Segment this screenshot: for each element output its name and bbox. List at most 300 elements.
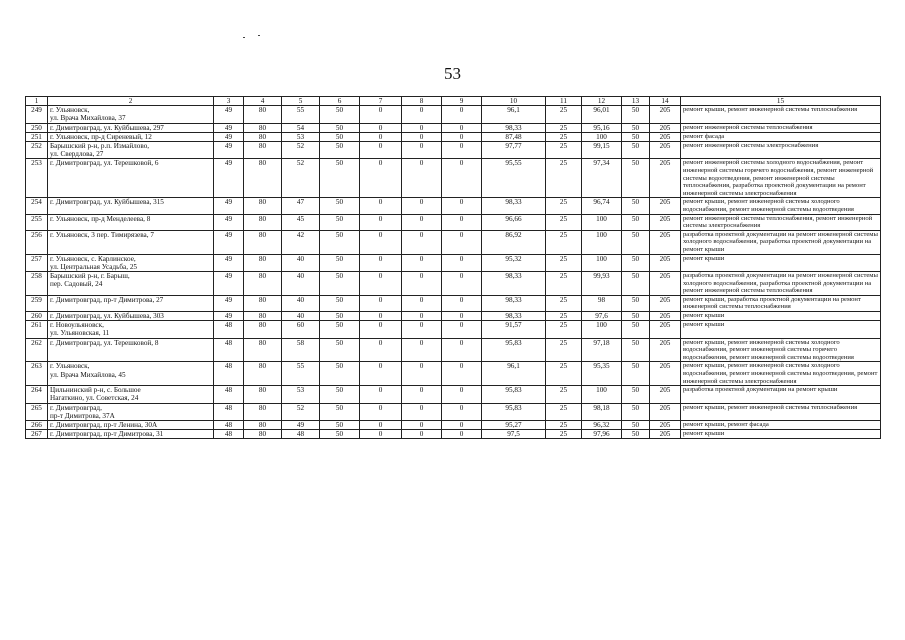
value-cell: 87,48 bbox=[482, 132, 546, 141]
value-cell: 0 bbox=[402, 420, 442, 429]
table-row bbox=[26, 142, 881, 159]
table-row bbox=[26, 430, 881, 439]
value-cell: 91,57 bbox=[482, 321, 546, 338]
value-cell: 0 bbox=[442, 230, 482, 254]
value-cell: 97,5 bbox=[482, 430, 546, 439]
value-cell: 48 bbox=[214, 321, 244, 338]
value-cell: 0 bbox=[360, 159, 402, 198]
value-cell: 0 bbox=[442, 198, 482, 214]
value-cell: 50 bbox=[320, 403, 360, 420]
works-cell: ремонт крыши, ремонт инженерной системы теплоснабжения bbox=[681, 106, 881, 123]
row-number-cell: 253 bbox=[26, 159, 48, 198]
address-cell: г. Димитровград, пр-т Димитрова, 31 bbox=[48, 430, 214, 439]
value-cell: 49 bbox=[214, 198, 244, 214]
row-number-cell: 263 bbox=[26, 362, 48, 386]
column-header: 3 bbox=[214, 97, 244, 106]
column-header: 13 bbox=[622, 97, 650, 106]
value-cell: 80 bbox=[244, 430, 282, 439]
column-header: 9 bbox=[442, 97, 482, 106]
value-cell: 205 bbox=[650, 254, 681, 271]
value-cell: 50 bbox=[320, 386, 360, 403]
row-number-cell: 255 bbox=[26, 214, 48, 230]
value-cell: 0 bbox=[360, 430, 402, 439]
value-cell: 50 bbox=[320, 132, 360, 141]
value-cell: 25 bbox=[546, 106, 582, 123]
value-cell: 45 bbox=[282, 214, 320, 230]
value-cell: 205 bbox=[650, 159, 681, 198]
value-cell: 49 bbox=[214, 214, 244, 230]
value-cell: 50 bbox=[622, 311, 650, 320]
scan-speck bbox=[243, 37, 245, 38]
table-row bbox=[26, 271, 881, 295]
value-cell: 98,33 bbox=[482, 198, 546, 214]
row-number-cell: 262 bbox=[26, 338, 48, 362]
value-cell: 0 bbox=[360, 321, 402, 338]
value-cell: 50 bbox=[320, 106, 360, 123]
address-cell: г. Ульяновск, ул. Врача Михайлова, 37 bbox=[48, 106, 214, 123]
value-cell: 0 bbox=[442, 362, 482, 386]
value-cell: 50 bbox=[622, 321, 650, 338]
value-cell: 0 bbox=[360, 132, 402, 141]
value-cell: 0 bbox=[360, 386, 402, 403]
row-number-cell: 258 bbox=[26, 271, 48, 295]
address-cell: г. Димитровград, ул. Куйбышева, 303 bbox=[48, 311, 214, 320]
value-cell: 97,77 bbox=[482, 142, 546, 159]
value-cell: 80 bbox=[244, 386, 282, 403]
value-cell: 0 bbox=[442, 403, 482, 420]
value-cell: 48 bbox=[214, 403, 244, 420]
value-cell: 205 bbox=[650, 403, 681, 420]
value-cell: 50 bbox=[320, 142, 360, 159]
value-cell: 80 bbox=[244, 230, 282, 254]
value-cell: 47 bbox=[282, 198, 320, 214]
value-cell: 98,33 bbox=[482, 311, 546, 320]
value-cell: 80 bbox=[244, 142, 282, 159]
table-row bbox=[26, 362, 881, 386]
value-cell: 50 bbox=[320, 123, 360, 132]
address-cell: г. Димитровград, пр-т Димитрова, 37А bbox=[48, 403, 214, 420]
row-number-cell: 259 bbox=[26, 295, 48, 311]
value-cell: 0 bbox=[402, 142, 442, 159]
column-header: 8 bbox=[402, 97, 442, 106]
value-cell: 0 bbox=[360, 123, 402, 132]
value-cell: 50 bbox=[622, 132, 650, 141]
value-cell: 0 bbox=[442, 430, 482, 439]
value-cell: 50 bbox=[622, 230, 650, 254]
value-cell: 0 bbox=[442, 271, 482, 295]
value-cell: 50 bbox=[622, 338, 650, 362]
value-cell: 25 bbox=[546, 386, 582, 403]
value-cell: 96,1 bbox=[482, 106, 546, 123]
value-cell: 0 bbox=[402, 106, 442, 123]
column-header: 1 bbox=[26, 97, 48, 106]
value-cell: 25 bbox=[546, 123, 582, 132]
table-row bbox=[26, 338, 881, 362]
value-cell: 98 bbox=[582, 295, 622, 311]
value-cell: 80 bbox=[244, 338, 282, 362]
value-cell: 86,92 bbox=[482, 230, 546, 254]
works-cell: ремонт крыши bbox=[681, 321, 881, 338]
value-cell: 0 bbox=[360, 106, 402, 123]
value-cell: 50 bbox=[320, 311, 360, 320]
value-cell: 60 bbox=[282, 321, 320, 338]
value-cell: 96,74 bbox=[582, 198, 622, 214]
value-cell: 0 bbox=[402, 254, 442, 271]
value-cell: 0 bbox=[402, 321, 442, 338]
value-cell: 0 bbox=[442, 254, 482, 271]
column-header: 4 bbox=[244, 97, 282, 106]
value-cell: 80 bbox=[244, 295, 282, 311]
value-cell: 25 bbox=[546, 295, 582, 311]
value-cell: 0 bbox=[442, 142, 482, 159]
value-cell: 0 bbox=[360, 403, 402, 420]
works-cell: ремонт крыши, ремонт инженерной системы холодного водоснабжения, ремонт инженерной системы водоотведения, ремонт инженерной системы электроснабжения bbox=[681, 362, 881, 386]
address-cell: г. Новоульяновск, ул. Ульяновская, 11 bbox=[48, 321, 214, 338]
value-cell: 50 bbox=[622, 254, 650, 271]
value-cell: 0 bbox=[360, 142, 402, 159]
value-cell: 95,27 bbox=[482, 420, 546, 429]
table-row bbox=[26, 198, 881, 214]
value-cell: 25 bbox=[546, 271, 582, 295]
value-cell: 205 bbox=[650, 321, 681, 338]
value-cell: 100 bbox=[582, 321, 622, 338]
value-cell: 0 bbox=[442, 106, 482, 123]
value-cell: 0 bbox=[360, 311, 402, 320]
address-cell: г. Ульяновск, ул. Врача Михайлова, 45 bbox=[48, 362, 214, 386]
works-cell: ремонт фасада bbox=[681, 132, 881, 141]
address-cell: г. Ульяновск, пр-д Сиреневый, 12 bbox=[48, 132, 214, 141]
value-cell: 0 bbox=[360, 362, 402, 386]
value-cell: 0 bbox=[442, 159, 482, 198]
value-cell: 50 bbox=[320, 362, 360, 386]
value-cell: 98,18 bbox=[582, 403, 622, 420]
value-cell: 95,83 bbox=[482, 403, 546, 420]
value-cell: 205 bbox=[650, 230, 681, 254]
value-cell: 53 bbox=[282, 386, 320, 403]
value-cell: 50 bbox=[622, 123, 650, 132]
value-cell: 96,66 bbox=[482, 214, 546, 230]
value-cell: 50 bbox=[622, 420, 650, 429]
value-cell: 95,16 bbox=[582, 123, 622, 132]
value-cell: 48 bbox=[214, 338, 244, 362]
column-header: 6 bbox=[320, 97, 360, 106]
table-row bbox=[26, 106, 881, 123]
value-cell: 52 bbox=[282, 142, 320, 159]
value-cell: 99,15 bbox=[582, 142, 622, 159]
value-cell: 0 bbox=[402, 230, 442, 254]
column-header: 14 bbox=[650, 97, 681, 106]
value-cell: 50 bbox=[622, 106, 650, 123]
value-cell: 50 bbox=[320, 230, 360, 254]
value-cell: 49 bbox=[214, 159, 244, 198]
row-number-cell: 252 bbox=[26, 142, 48, 159]
value-cell: 50 bbox=[320, 271, 360, 295]
value-cell: 0 bbox=[442, 321, 482, 338]
value-cell: 0 bbox=[442, 338, 482, 362]
address-cell: г. Димитровград, пр-т Димитрова, 27 bbox=[48, 295, 214, 311]
value-cell: 40 bbox=[282, 271, 320, 295]
value-cell: 80 bbox=[244, 271, 282, 295]
value-cell: 205 bbox=[650, 338, 681, 362]
value-cell: 50 bbox=[320, 295, 360, 311]
value-cell: 50 bbox=[320, 254, 360, 271]
value-cell: 25 bbox=[546, 142, 582, 159]
value-cell: 50 bbox=[320, 159, 360, 198]
value-cell: 96,1 bbox=[482, 362, 546, 386]
value-cell: 100 bbox=[582, 254, 622, 271]
table-row bbox=[26, 254, 881, 271]
value-cell: 42 bbox=[282, 230, 320, 254]
value-cell: 50 bbox=[622, 430, 650, 439]
works-cell: ремонт инженерной системы электроснабжения bbox=[681, 142, 881, 159]
value-cell: 205 bbox=[650, 430, 681, 439]
table-body bbox=[26, 106, 881, 439]
table-row bbox=[26, 420, 881, 429]
table-row bbox=[26, 214, 881, 230]
row-number-cell: 261 bbox=[26, 321, 48, 338]
value-cell: 205 bbox=[650, 132, 681, 141]
value-cell: 205 bbox=[650, 420, 681, 429]
value-cell: 96,32 bbox=[582, 420, 622, 429]
value-cell: 25 bbox=[546, 198, 582, 214]
value-cell: 80 bbox=[244, 106, 282, 123]
works-cell: ремонт крыши, ремонт инженерной системы теплоснабжения bbox=[681, 403, 881, 420]
value-cell: 48 bbox=[214, 430, 244, 439]
works-cell: разработка проектной документации на ремонт инженерной системы холодного водоснабжения, разработка проектной документации на ремонт инженерной системы теплоснабжения bbox=[681, 271, 881, 295]
value-cell: 0 bbox=[360, 295, 402, 311]
column-header: 15 bbox=[681, 97, 881, 106]
value-cell: 97,18 bbox=[582, 338, 622, 362]
value-cell: 50 bbox=[320, 214, 360, 230]
value-cell: 80 bbox=[244, 132, 282, 141]
works-cell: ремонт крыши bbox=[681, 254, 881, 271]
value-cell: 50 bbox=[320, 420, 360, 429]
value-cell: 98,33 bbox=[482, 123, 546, 132]
value-cell: 49 bbox=[214, 132, 244, 141]
works-cell: разработка проектной документации на ремонт крыши bbox=[681, 386, 881, 403]
value-cell: 100 bbox=[582, 214, 622, 230]
value-cell: 0 bbox=[402, 123, 442, 132]
value-cell: 25 bbox=[546, 338, 582, 362]
works-cell: ремонт инженерной системы теплоснабжения bbox=[681, 123, 881, 132]
value-cell: 25 bbox=[546, 311, 582, 320]
value-cell: 0 bbox=[360, 338, 402, 362]
value-cell: 50 bbox=[320, 338, 360, 362]
value-cell: 25 bbox=[546, 159, 582, 198]
column-header: 5 bbox=[282, 97, 320, 106]
works-cell: ремонт инженерной системы теплоснабжения, ремонт инженерной системы электроснабжения bbox=[681, 214, 881, 230]
scan-speck bbox=[258, 35, 260, 36]
value-cell: 50 bbox=[320, 198, 360, 214]
row-number-cell: 254 bbox=[26, 198, 48, 214]
value-cell: 0 bbox=[402, 159, 442, 198]
table-row bbox=[26, 311, 881, 320]
value-cell: 40 bbox=[282, 295, 320, 311]
table-row bbox=[26, 230, 881, 254]
value-cell: 49 bbox=[214, 254, 244, 271]
table-header-row bbox=[26, 97, 881, 106]
value-cell: 99,93 bbox=[582, 271, 622, 295]
value-cell: 49 bbox=[214, 311, 244, 320]
value-cell: 80 bbox=[244, 159, 282, 198]
value-cell: 0 bbox=[442, 123, 482, 132]
row-number-cell: 260 bbox=[26, 311, 48, 320]
value-cell: 97,34 bbox=[582, 159, 622, 198]
value-cell: 205 bbox=[650, 142, 681, 159]
table-row bbox=[26, 132, 881, 141]
value-cell: 97,96 bbox=[582, 430, 622, 439]
value-cell: 0 bbox=[442, 386, 482, 403]
works-cell: ремонт крыши, ремонт инженерной системы холодного водоснабжения, ремонт инженерной системы горячего водоснабжения, ремонт инженерной системы водоотведения bbox=[681, 338, 881, 362]
address-cell: г. Димитровград, пр-т Ленина, 30А bbox=[48, 420, 214, 429]
value-cell: 97,6 bbox=[582, 311, 622, 320]
page-number: 53 bbox=[444, 64, 461, 83]
row-number-cell: 265 bbox=[26, 403, 48, 420]
value-cell: 53 bbox=[282, 132, 320, 141]
value-cell: 95,55 bbox=[482, 159, 546, 198]
column-header: 10 bbox=[482, 97, 546, 106]
address-cell: Цильнинский р-н, с. Большое Нагаткино, ул. Советская, 24 bbox=[48, 386, 214, 403]
value-cell: 49 bbox=[282, 420, 320, 429]
value-cell: 96,01 bbox=[582, 106, 622, 123]
value-cell: 205 bbox=[650, 123, 681, 132]
value-cell: 50 bbox=[320, 430, 360, 439]
value-cell: 80 bbox=[244, 311, 282, 320]
address-cell: г. Димитровград, ул. Куйбышева, 297 bbox=[48, 123, 214, 132]
value-cell: 0 bbox=[360, 198, 402, 214]
row-number-cell: 249 bbox=[26, 106, 48, 123]
value-cell: 48 bbox=[214, 420, 244, 429]
value-cell: 80 bbox=[244, 362, 282, 386]
value-cell: 25 bbox=[546, 254, 582, 271]
value-cell: 80 bbox=[244, 198, 282, 214]
value-cell: 0 bbox=[360, 230, 402, 254]
value-cell: 98,33 bbox=[482, 271, 546, 295]
works-cell: разработка проектной документации на ремонт инженерной системы холодного водоснабжения, разработка проектной документации на ремонт крыши bbox=[681, 230, 881, 254]
table-row bbox=[26, 403, 881, 420]
column-header: 11 bbox=[546, 97, 582, 106]
value-cell: 205 bbox=[650, 295, 681, 311]
value-cell: 48 bbox=[214, 362, 244, 386]
value-cell: 80 bbox=[244, 420, 282, 429]
value-cell: 205 bbox=[650, 362, 681, 386]
works-cell: ремонт крыши, ремонт инженерной системы холодного водоснабжения, ремонт инженерной системы водоотведения bbox=[681, 198, 881, 214]
address-cell: г. Димитровград, ул. Куйбышева, 315 bbox=[48, 198, 214, 214]
value-cell: 100 bbox=[582, 230, 622, 254]
column-header: 2 bbox=[48, 97, 214, 106]
value-cell: 100 bbox=[582, 132, 622, 141]
value-cell: 52 bbox=[282, 159, 320, 198]
value-cell: 80 bbox=[244, 321, 282, 338]
value-cell: 0 bbox=[402, 132, 442, 141]
value-cell: 0 bbox=[442, 214, 482, 230]
value-cell: 95,32 bbox=[482, 254, 546, 271]
value-cell: 50 bbox=[622, 142, 650, 159]
value-cell: 25 bbox=[546, 430, 582, 439]
value-cell: 50 bbox=[622, 271, 650, 295]
value-cell: 0 bbox=[360, 254, 402, 271]
value-cell: 0 bbox=[360, 214, 402, 230]
value-cell: 50 bbox=[622, 295, 650, 311]
value-cell: 80 bbox=[244, 403, 282, 420]
value-cell: 205 bbox=[650, 311, 681, 320]
value-cell: 80 bbox=[244, 123, 282, 132]
row-number-cell: 257 bbox=[26, 254, 48, 271]
value-cell: 49 bbox=[214, 123, 244, 132]
value-cell: 50 bbox=[622, 403, 650, 420]
value-cell: 54 bbox=[282, 123, 320, 132]
address-cell: г. Димитровград, ул. Терешковой, 8 bbox=[48, 338, 214, 362]
value-cell: 50 bbox=[622, 159, 650, 198]
value-cell: 25 bbox=[546, 214, 582, 230]
value-cell: 25 bbox=[546, 403, 582, 420]
address-cell: Барышский р-н, г. Барыш, пер. Садовый, 24 bbox=[48, 271, 214, 295]
value-cell: 50 bbox=[622, 362, 650, 386]
value-cell: 49 bbox=[214, 271, 244, 295]
value-cell: 0 bbox=[402, 338, 442, 362]
row-number-cell: 266 bbox=[26, 420, 48, 429]
row-number-cell: 264 bbox=[26, 386, 48, 403]
row-number-cell: 251 bbox=[26, 132, 48, 141]
value-cell: 25 bbox=[546, 230, 582, 254]
table-row bbox=[26, 123, 881, 132]
value-cell: 95,83 bbox=[482, 338, 546, 362]
row-number-cell: 267 bbox=[26, 430, 48, 439]
value-cell: 25 bbox=[546, 321, 582, 338]
address-cell: г. Ульяновск, 3 пер. Тимирязева, 7 bbox=[48, 230, 214, 254]
value-cell: 0 bbox=[402, 430, 442, 439]
works-table bbox=[25, 96, 881, 439]
address-cell: Барышский р-н, р.п. Измайлово, ул. Свердлова, 27 bbox=[48, 142, 214, 159]
value-cell: 205 bbox=[650, 271, 681, 295]
value-cell: 0 bbox=[402, 295, 442, 311]
value-cell: 50 bbox=[622, 386, 650, 403]
address-cell: г. Димитровград, ул. Терешковой, 6 bbox=[48, 159, 214, 198]
value-cell: 98,33 bbox=[482, 295, 546, 311]
value-cell: 52 bbox=[282, 403, 320, 420]
value-cell: 48 bbox=[214, 386, 244, 403]
column-header: 12 bbox=[582, 97, 622, 106]
value-cell: 0 bbox=[442, 311, 482, 320]
address-cell: г. Ульяновск, с. Карлинское, ул. Центральная Усадьба, 25 bbox=[48, 254, 214, 271]
table-row bbox=[26, 386, 881, 403]
value-cell: 95,83 bbox=[482, 386, 546, 403]
value-cell: 0 bbox=[442, 132, 482, 141]
value-cell: 49 bbox=[214, 295, 244, 311]
value-cell: 0 bbox=[402, 198, 442, 214]
value-cell: 49 bbox=[214, 230, 244, 254]
value-cell: 58 bbox=[282, 338, 320, 362]
works-cell: ремонт инженерной системы холодного водоснабжения, ремонт инженерной системы горячего водоснабжения, ремонт инженерной системы водоотведения, ремонт инженерной системы теплоснабжения, разработка проектной документации на ремонт инженерной системы электроснабжения bbox=[681, 159, 881, 198]
value-cell: 40 bbox=[282, 311, 320, 320]
value-cell: 0 bbox=[402, 214, 442, 230]
value-cell: 49 bbox=[214, 142, 244, 159]
value-cell: 205 bbox=[650, 386, 681, 403]
table-row bbox=[26, 295, 881, 311]
value-cell: 55 bbox=[282, 106, 320, 123]
value-cell: 50 bbox=[622, 198, 650, 214]
value-cell: 25 bbox=[546, 420, 582, 429]
value-cell: 0 bbox=[360, 271, 402, 295]
value-cell: 0 bbox=[442, 295, 482, 311]
column-header: 7 bbox=[360, 97, 402, 106]
value-cell: 50 bbox=[320, 321, 360, 338]
value-cell: 49 bbox=[214, 106, 244, 123]
value-cell: 0 bbox=[442, 420, 482, 429]
table-row bbox=[26, 159, 881, 198]
table-row bbox=[26, 321, 881, 338]
works-cell: ремонт крыши, разработка проектной документации на ремонт инженерной системы теплоснабжения bbox=[681, 295, 881, 311]
